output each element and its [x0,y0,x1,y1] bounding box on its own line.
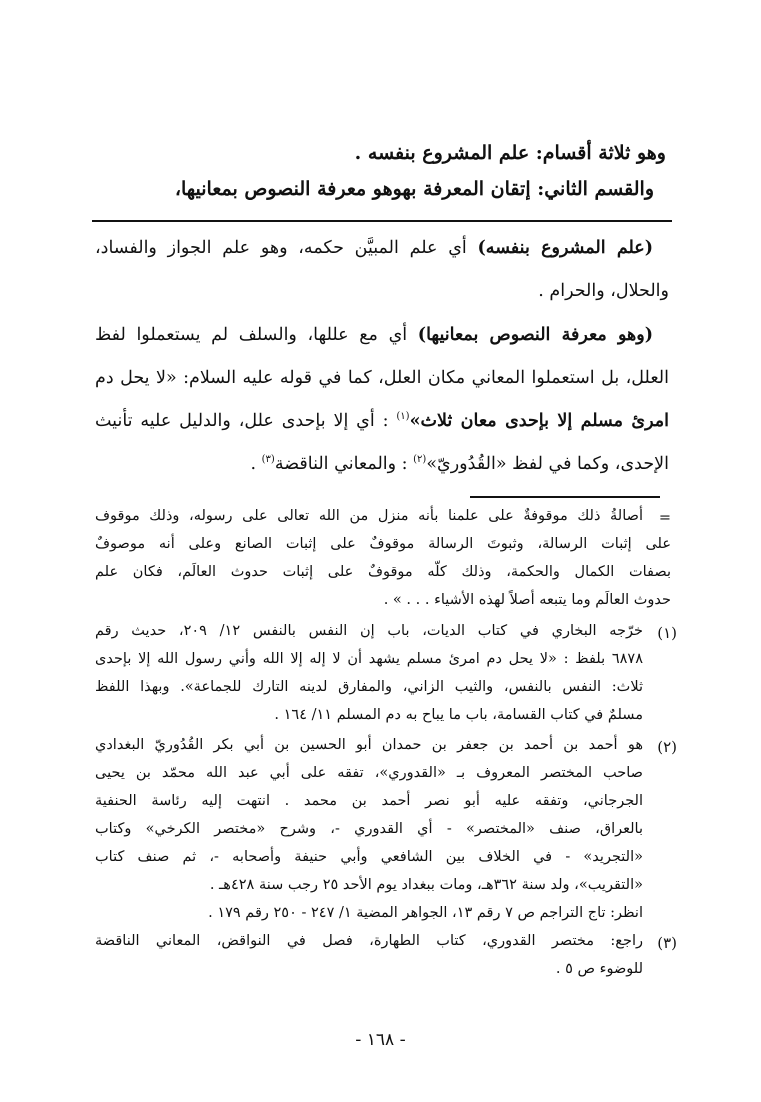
matn-separator-rule [92,220,672,222]
footnote-ref-1[interactable]: (١) [396,411,410,423]
footnote-ref-2[interactable]: (٢) [413,454,427,466]
footnote-number-3: (٣) [657,934,677,952]
sharh-p2-line4-text-c: . [250,454,262,474]
footnote-2-line: هو أحمد بن أحمد بن جعفر بن حمدان أبو الحسين بن أبي بكر القُدُوريّ البغدادي [95,737,643,753]
footnote-continuation-line: أصالةُ ذلك موقوفةٌ على علمنا بأنه منزل من الله تعالى على رسوله، وذلك موقوف [95,508,643,524]
footnote-ref-3[interactable]: (٣) [261,454,275,466]
footnote-1-line: ٦٨٧٨ بلفظ : «لا يحل دم امرئ مسلم يشهد أن لا إله إلا الله وأني رسول الله إلا بإحدى [95,651,643,667]
footnote-3-line: للوضوء ص ٥ . [555,961,643,977]
footnote-2-line: «التجريد» - في الخلاف بين الشافعي وأبي حنيفة وأصحابه -، ثم صنف كتاب [95,849,643,865]
footnote-number-2: (٢) [657,738,677,756]
footnote-2-line: انظر: تاج التراجم ص ٧ رقم ١٣، الجواهر المضية ١/ ٢٤٧ - ٢٥٠ رقم ١٧٩ . [208,905,643,921]
footnote-3-line: راجع: مختصر القدوري، كتاب الطهارة، فصل في النواقض، المعاني الناقضة [95,933,643,949]
footnote-continuation-line: بصفات الكمال والحكمة، وذلك كلّه موقوفٌ على إثبات حدوث العالَم، فكان علم [95,564,671,580]
sharh-p1-line-2: والحلال، والحرام . [538,281,669,301]
sharh-p1-lemma: (علم المشروع بنفسه) [477,238,653,258]
sharh-p1-line-1 [95,238,653,258]
page-number: - ١٦٨ - [355,1030,406,1050]
footnote-1-line: خرّجه البخاري في كتاب الديات، باب إن النفس بالنفس ١٢/ ٢٠٩، حديث رقم [95,623,643,639]
sharh-p2-line1-text: أي مع عللها، والسلف لم يستعملوا لفظ [95,325,408,345]
sharh-p2-line4-text-b: : والمعاني الناقضة [274,454,408,474]
footnote-2-line: بالعراق، صنف «المختصر» - أي القدوري -، وشرح «مختصر الكرخي» وكتاب [95,821,643,837]
hadith-quote: امرئ مسلم إلا بإحدى معان ثلاث» [409,411,669,431]
footnote-number-1: (١) [657,624,677,642]
footnote-1-line: ثلاث: النفس بالنفس، والثيب الزاني، والمفارق لدينه التارك للجماعة». وبهذا اللفظ [95,679,643,695]
sharh-p2-line-3 [95,411,669,431]
sharh-p2-line3-text: : أي إلا بإحدى علل، والدليل عليه تأنيث [95,411,389,431]
footnote-separator-rule [470,496,660,498]
footnote-2-line: صاحب المختصر المعروف بـ «القدوري»، تفقه على أبي عبد الله محمّد بن يحيى [95,765,643,781]
footnote-continuation-line: حدوث العالَم وما يتبعه أصلاً لهذه الأشياء . . . » . [383,592,671,608]
sharh-p1-line1-text: أي علم المبيَّن حكمه، وهو علم الجواز والفساد، [95,238,467,258]
sharh-p2-line4-text-a: الإحدى، وكما في لفظ «القُدُوريّ» [426,454,669,474]
matn-line-1: وهو ثلاثة أقسام: علم المشروع بنفسه . [354,142,666,164]
footnote-2-line: «التقريب»، ولد سنة ٣٦٢هـ، ومات ببغداد يوم الأحد ٢٥ رجب سنة ٤٢٨هـ . [209,877,643,893]
footnote-1-line: مسلمٌ في كتاب القسامة، باب ما يباح به دم المسلم ١١/ ١٦٤ . [274,707,643,723]
sharh-p2-line-1 [95,325,653,345]
sharh-p2-lemma: (وهو معرفة النصوص بمعانيها) [417,325,653,345]
sharh-p2-line-4 [95,454,669,474]
sharh-p2-line-2: العلل، بل استعملوا المعاني مكان العلل، كما في قوله عليه السلام: «لا يحل دم [95,368,669,388]
matn-line-2: والقسم الثاني: إتقان المعرفة بهوهو معرفة النصوص بمعانيها، [174,178,654,200]
footnote-continuation-line: على إثبات الرسالة، وثبوتَ الرسالة موقوفٌ على إثبات الصانع وعلى أنه موصوفٌ [95,536,671,552]
footnote-2-line: الجرجاني، وتفقه عليه أبو نصر أحمد بن محمد . انتهت إليه رئاسة الحنفية [95,793,643,809]
continuation-marker: = [658,510,671,526]
